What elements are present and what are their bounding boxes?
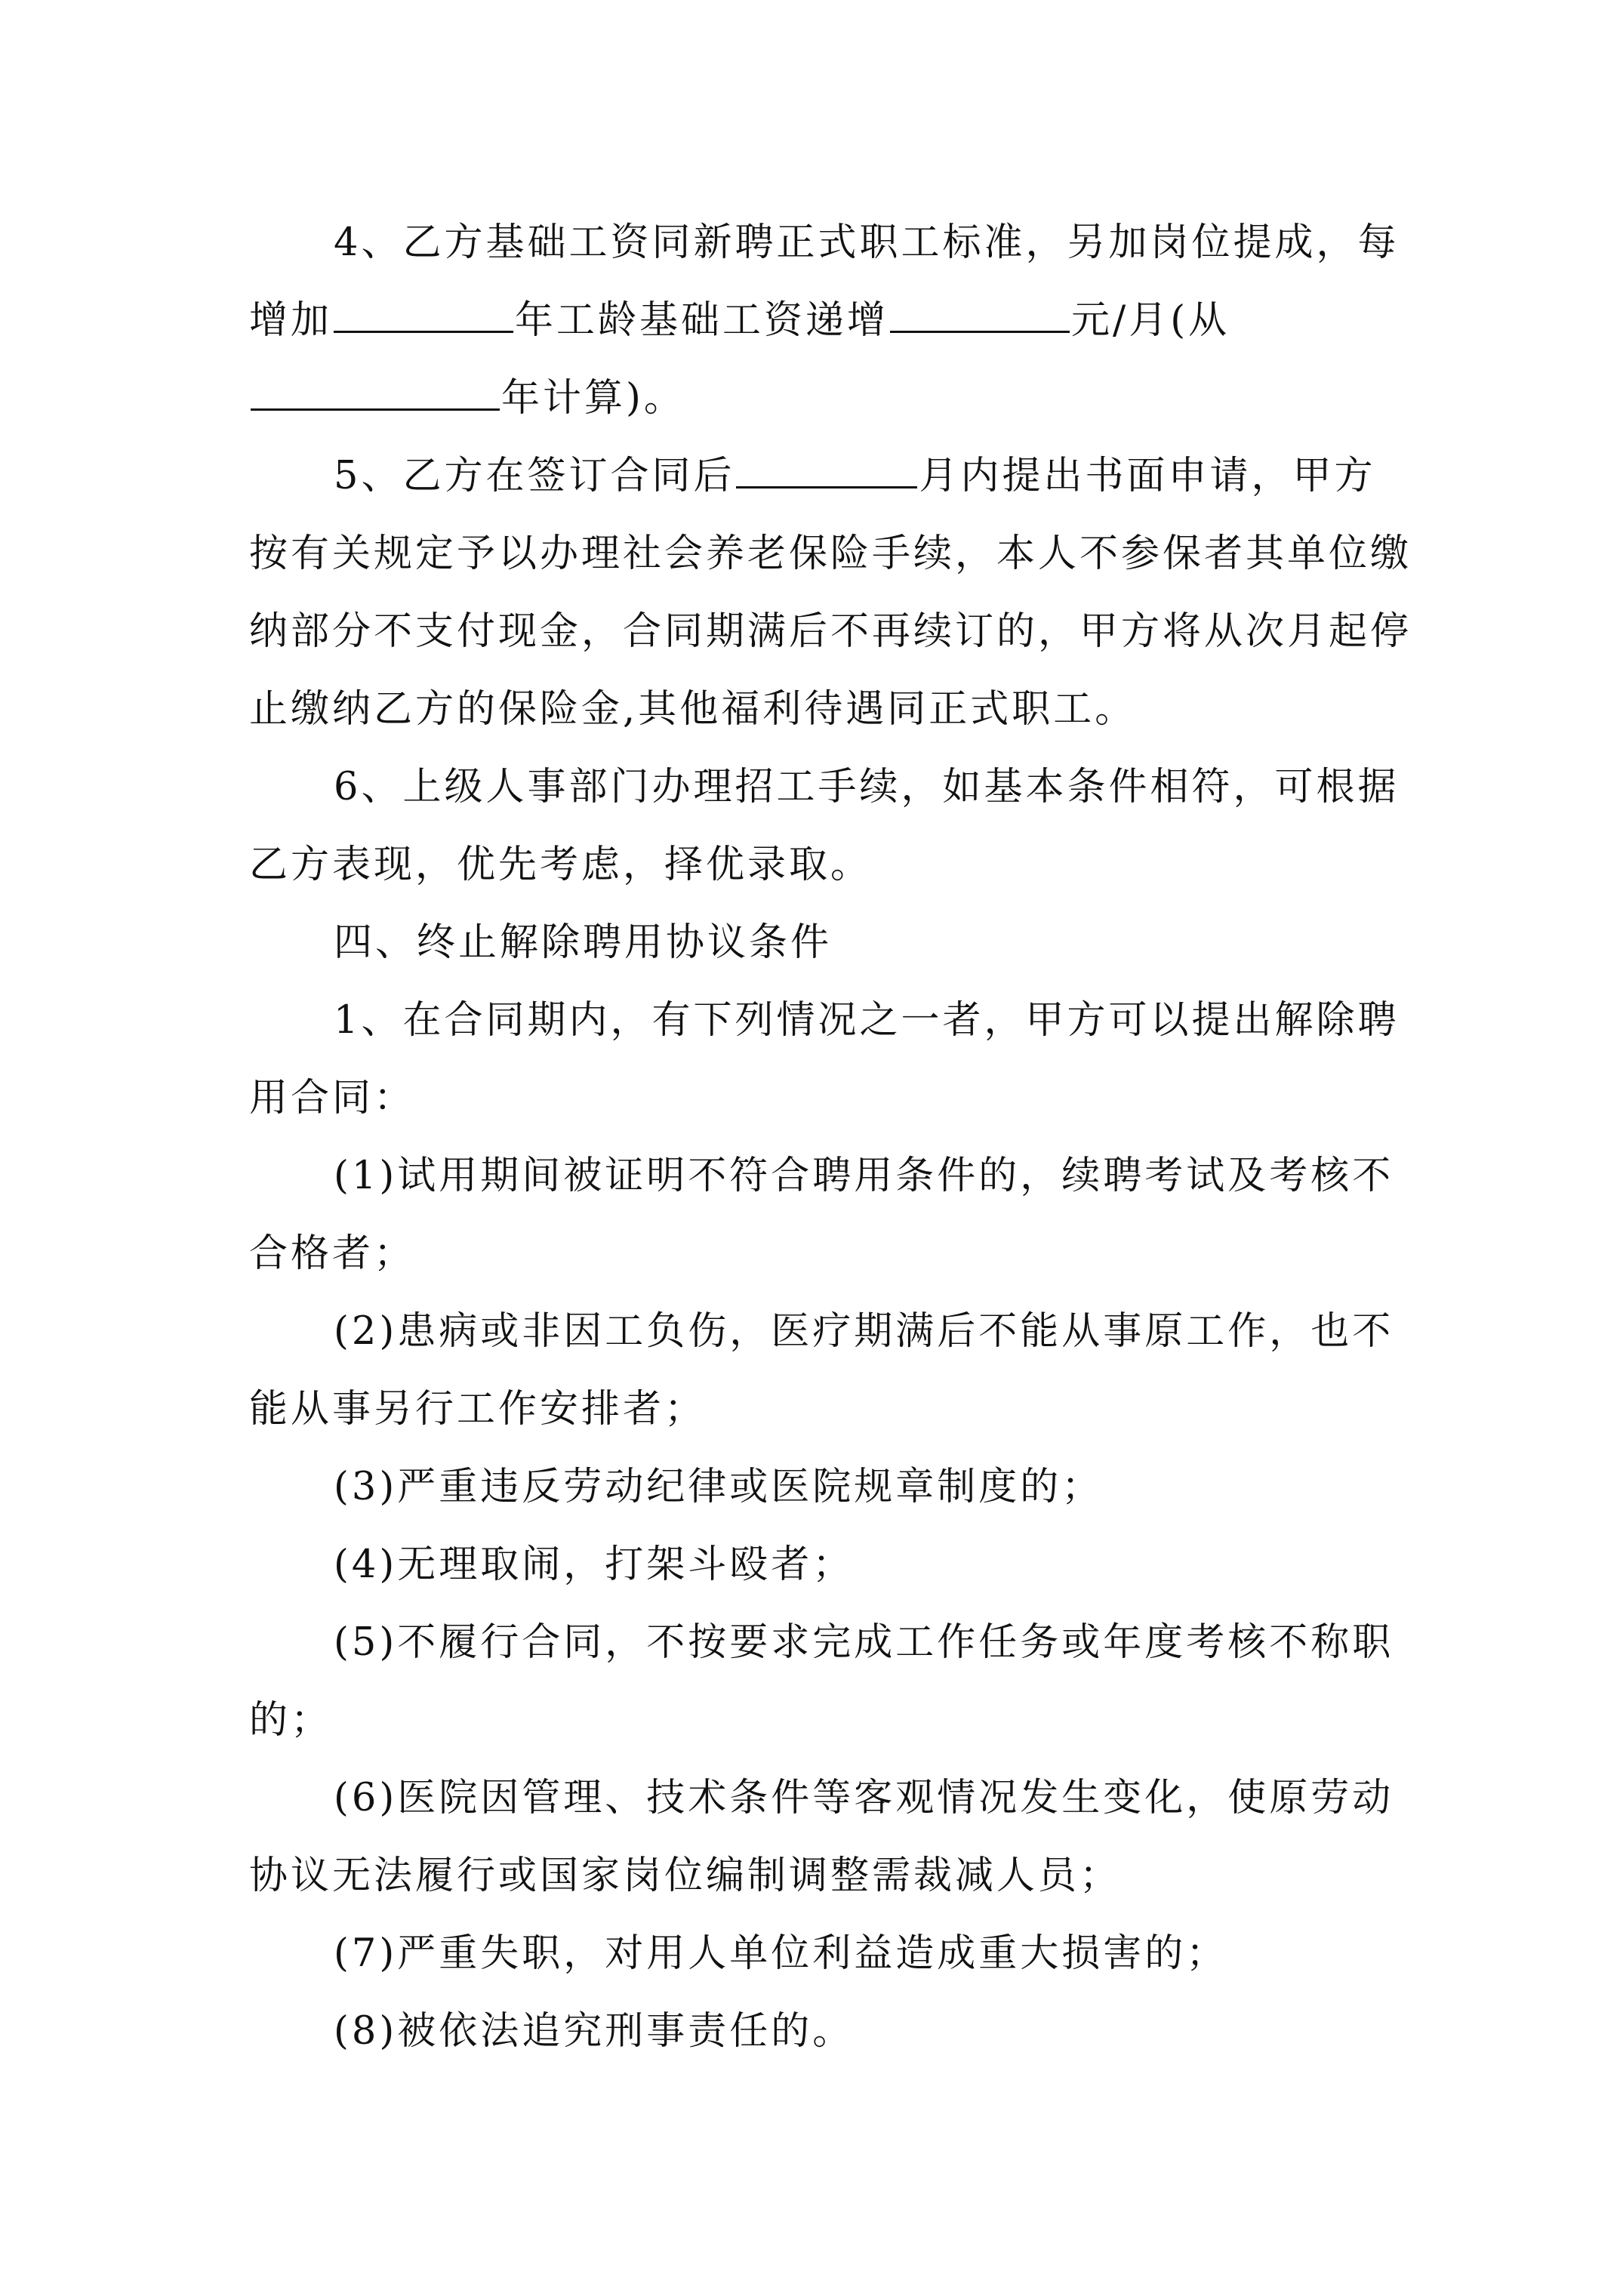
condition-4: (4)无理取闹，打架斗殴者； [334,1542,855,1587]
clause-4-salary [249,204,1415,437]
section-4-item-1: 1、在合同期内，有下列情况之一者，甲方可以提出解除聘用合同： [249,998,1400,1120]
blank-years-field[interactable] [334,284,513,333]
condition-1: (1)试用期间被证明不符合聘用条件的，续聘考试及考核不合格者； [249,1154,1394,1276]
document-body [249,204,1415,2070]
condition-3: (3)严重违反劳动纪律或医院规章制度的； [334,1465,1104,1509]
condition-6: (6)医院因管理、技术条件等客观情况发生变化，使原劳动协议无法履行或国家岗位编制调整需裁减人员； [249,1776,1394,1898]
clause-4-text-d: 年计算)。 [501,376,685,421]
clause-5-insurance [249,437,1415,748]
clause-4-text-a: 4、乙方基础工资同新聘正式职工标准，另加岗位提成，每增加 [249,220,1400,343]
clause-5-text-b: 月内提出书面申请，甲方按有关规定予以办理社会养老保险手续，本人不参保者其单位缴纳部分不支付现金，合同期满后不再续订的，甲方将从次月起停止缴纳乙方的保险金,其他福利待遇同正式职工。 [249,454,1412,732]
condition-8: (8)被依法追究刑事责任的。 [334,2009,855,2054]
condition-5: (5)不履行合同，不按要求完成工作任务或年度考核不称职的； [249,1620,1394,1743]
clause-5-text-a: 5、乙方在签订合同后 [334,454,735,498]
clause-4-text-b: 年工龄基础工资递增 [515,298,889,343]
section-4-title: 四、终止解除聘用协议条件 [334,920,833,965]
blank-start-year-field[interactable] [251,362,500,411]
clause-4-text-c: 元/月(从 [1071,298,1230,343]
condition-7: (7)严重失职，对用人单位利益造成重大损害的； [334,1931,1228,1976]
clause-6-recruitment: 6、上级人事部门办理招工手续，如基本条件相符，可根据乙方表现，优先考虑，择优录取。 [249,765,1400,887]
condition-2: (2)患病或非因工负伤，医疗期满后不能从事原工作，也不能从事另行工作安排者； [249,1309,1394,1432]
blank-increment-field[interactable] [890,284,1070,333]
blank-months-field[interactable] [736,439,917,488]
